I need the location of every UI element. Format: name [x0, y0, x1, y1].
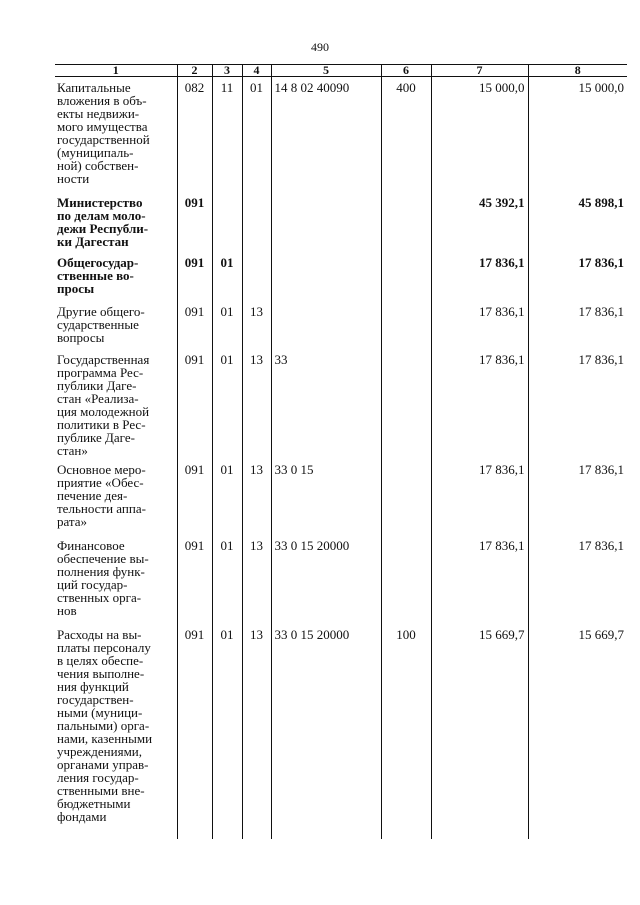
cell-amount-year-2: 15 669,7	[528, 624, 627, 839]
cell-amount-year-1: 45 392,1	[431, 189, 528, 250]
cell-target-article	[271, 298, 381, 350]
header-col-8: 8	[528, 65, 627, 77]
header-col-5: 5	[271, 65, 381, 77]
cell-amount-year-1: 17 836,1	[431, 460, 528, 534]
table-row	[55, 624, 627, 839]
cell-section: 01	[212, 534, 242, 624]
cell-amount-year-1: 17 836,1	[431, 534, 528, 624]
header-col-2: 2	[177, 65, 212, 77]
table-row	[55, 77, 627, 190]
cell-amount-year-1: 15 669,7	[431, 624, 528, 839]
cell-subsection: 13	[242, 624, 271, 839]
page-number: 490	[311, 40, 329, 54]
cell-expense-type	[381, 298, 431, 350]
cell-expense-type: 100	[381, 624, 431, 839]
table-row	[55, 298, 627, 350]
cell-section: 01	[212, 460, 242, 534]
header-col-1: 1	[55, 65, 177, 77]
cell-grbs: 082	[177, 77, 212, 190]
cell-expense-type	[381, 534, 431, 624]
cell-expense-type	[381, 350, 431, 460]
cell-subsection: 13	[242, 460, 271, 534]
cell-section: 01	[212, 298, 242, 350]
cell-expense-type	[381, 250, 431, 298]
budget-table	[55, 64, 627, 839]
cell-name: Расходы на вы- платы персоналу в целях обеспе- чения выполне- ния функций государствен- ными (муници- пальными) орга- нами, казенными учреждениями, органами управ- ления государ- ственными вне- бюджетными фондами	[55, 624, 177, 839]
cell-grbs: 091	[177, 350, 212, 460]
cell-grbs: 091	[177, 460, 212, 534]
cell-amount-year-2: 17 836,1	[528, 298, 627, 350]
cell-target-article: 14 8 02 40090	[271, 77, 381, 190]
cell-name: Государственная программа Рес- публики Даге- стан «Реализа- ция молодежной политики в Рес- публике Даге- стан»	[55, 350, 177, 460]
cell-subsection: 13	[242, 350, 271, 460]
cell-subsection: 01	[242, 77, 271, 190]
cell-grbs: 091	[177, 534, 212, 624]
cell-name: Финансовое обеспечение вы- полнения функ- ций государ- ственных орга- нов	[55, 534, 177, 624]
table-row	[55, 534, 627, 624]
cell-name: Общегосудар- ственные во- просы	[55, 250, 177, 298]
cell-section: 01	[212, 350, 242, 460]
cell-target-article: 33 0 15	[271, 460, 381, 534]
cell-grbs: 091	[177, 624, 212, 839]
cell-section: 11	[212, 77, 242, 190]
table-row	[55, 460, 627, 534]
cell-amount-year-2: 17 836,1	[528, 250, 627, 298]
cell-amount-year-1: 17 836,1	[431, 250, 528, 298]
table-row	[55, 350, 627, 460]
cell-expense-type: 400	[381, 77, 431, 190]
cell-amount-year-2: 17 836,1	[528, 534, 627, 624]
header-col-4: 4	[242, 65, 271, 77]
cell-target-article: 33 0 15 20000	[271, 534, 381, 624]
cell-amount-year-2: 17 836,1	[528, 460, 627, 534]
cell-amount-year-2: 45 898,1	[528, 189, 627, 250]
table-row	[55, 250, 627, 298]
cell-grbs: 091	[177, 298, 212, 350]
cell-grbs: 091	[177, 250, 212, 298]
cell-section	[212, 189, 242, 250]
cell-target-article	[271, 250, 381, 298]
table-row	[55, 189, 627, 250]
cell-subsection	[242, 250, 271, 298]
cell-section: 01	[212, 624, 242, 839]
cell-amount-year-1: 17 836,1	[431, 298, 528, 350]
cell-name: Капитальные вложения в объ- екты недвижи- мого имущества государственной (муниципаль- ной) собствен- ности	[55, 77, 177, 190]
cell-amount-year-2: 15 000,0	[528, 77, 627, 190]
cell-target-article	[271, 189, 381, 250]
header-col-3: 3	[212, 65, 242, 77]
cell-amount-year-1: 15 000,0	[431, 77, 528, 190]
cell-name: Министерство по делам моло- дежи Республи- ки Дагестан	[55, 189, 177, 250]
header-col-7: 7	[431, 65, 528, 77]
header-row	[55, 65, 627, 77]
cell-name: Другие общего- сударственные вопросы	[55, 298, 177, 350]
cell-grbs: 091	[177, 189, 212, 250]
cell-subsection: 13	[242, 534, 271, 624]
cell-target-article: 33 0 15 20000	[271, 624, 381, 839]
cell-amount-year-1: 17 836,1	[431, 350, 528, 460]
cell-name: Основное меро- приятие «Обес- печение дея- тельности аппа- рата»	[55, 460, 177, 534]
header-col-6: 6	[381, 65, 431, 77]
cell-subsection: 13	[242, 298, 271, 350]
cell-expense-type	[381, 460, 431, 534]
cell-section: 01	[212, 250, 242, 298]
cell-expense-type	[381, 189, 431, 250]
cell-subsection	[242, 189, 271, 250]
cell-target-article: 33	[271, 350, 381, 460]
cell-amount-year-2: 17 836,1	[528, 350, 627, 460]
